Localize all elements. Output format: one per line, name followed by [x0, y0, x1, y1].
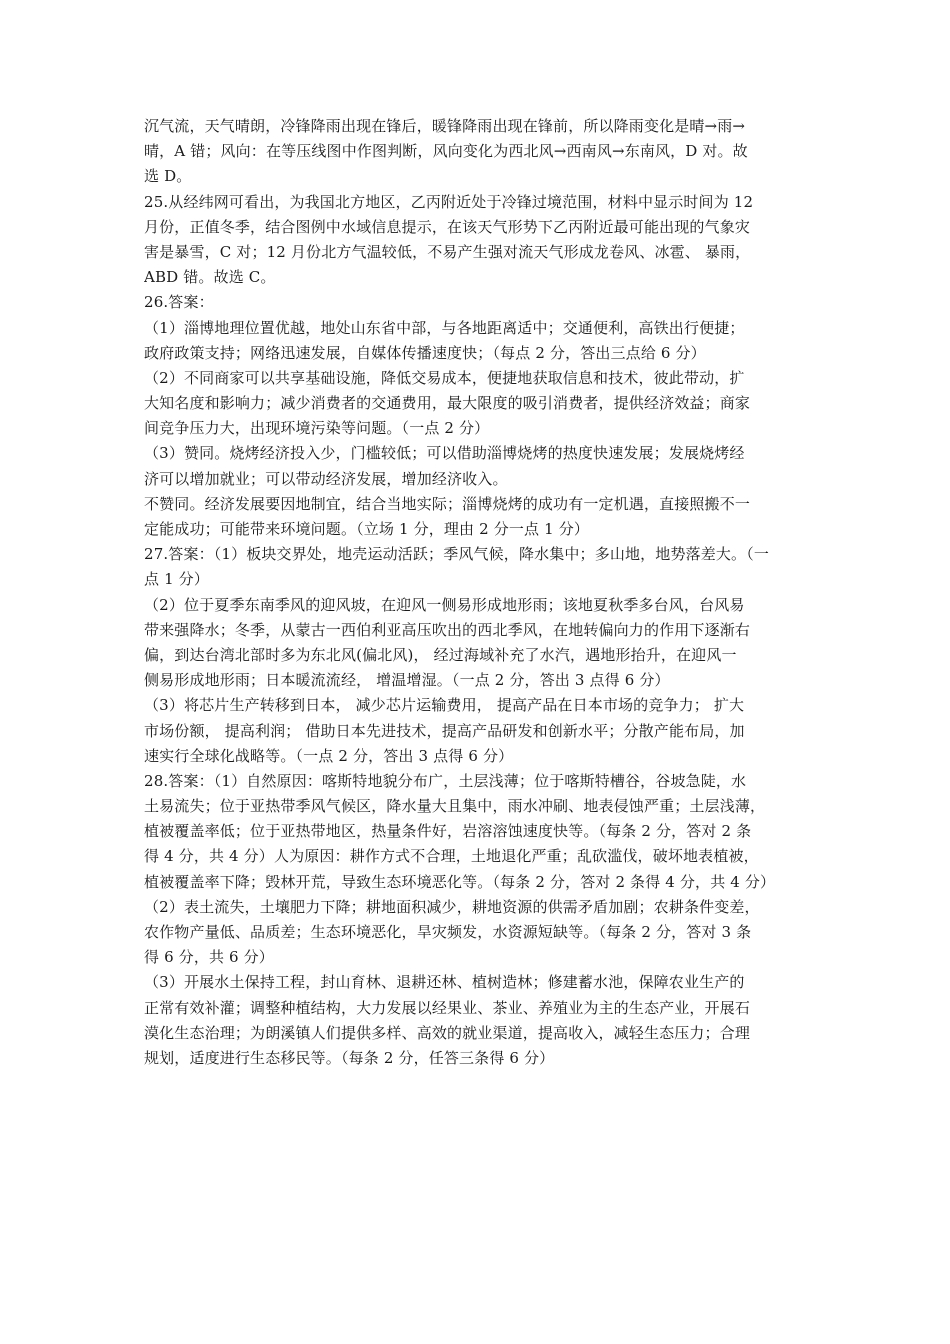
q28-start-line: 28.答案：（1）自然原因：喀斯特地貌分布广，土层浅薄；位于喀斯特槽谷，谷坡急陡，水 — [144, 771, 747, 790]
text-line: （3）赞同。烧烤经济投入少，门槛较低；可以借助淄博烧烤的热度快速发展；发展烧烤经 — [144, 444, 745, 463]
text-line: 政府政策支持；网络迅速发展，自媒体传播速度快；（每点 2 分，答出三点给 6 分） — [144, 343, 706, 362]
text-line: 选 D。 — [144, 167, 192, 186]
text-line: 间竞争压力大，出现环境污染等问题。（一点 2 分） — [144, 419, 490, 438]
text-line: 定能成功；可能带来环境问题。（立场 1 分，理由 2 分一点 1 分） — [144, 520, 589, 538]
text-line: 不赞同。经济发展要因地制宜，结合当地实际；淄博烧烤的成功有一定机遇，直接照搬不一 — [144, 494, 751, 513]
text-line: 植被覆盖率低；位于亚热带地区，热量条件好，岩溶溶蚀速度快等。（每条 2 分，答对 2 条 — [144, 822, 752, 841]
text-line: 沉气流，天气晴朗，冷锋降雨出现在锋后，暖锋降雨出现在锋前，所以降雨变化是晴→雨→ — [144, 117, 746, 135]
text-line: （3）将芯片生产转移到日本， 减少芯片运输费用， 提高产品在日本市场的竞争力； 扩大 — [144, 696, 745, 715]
text-line: （3）开展水土保持工程，封山育林、退耕还林、植树造林；修建蓄水池，保障农业生产的 — [144, 973, 745, 992]
answer-document — [144, 114, 810, 1071]
text-line: 带来强降水；冬季，从蒙古一西伯利亚高压吹出的西北季风，在地转偏向力的作用下逐渐右 — [144, 620, 751, 639]
q27-start-line: 27.答案：（1）板块交界处，地壳运动活跃；季风气候，降水集中；多山地，地势落差大。（一 — [144, 545, 770, 564]
text-line: 正常有效补灌；调整种植结构，大力发展以经果业、茶业、养殖业为主的生态产业，开展石 — [144, 998, 751, 1017]
text-line: （2）不同商家可以共享基础设施，降低交易成本，便捷地获取信息和技术，彼此带动，扩 — [144, 368, 745, 387]
text-line: 济可以增加就业；可以带动经济发展，增加经济收入。 — [144, 469, 508, 488]
text-line: （2）表土流失，土壤肥力下降；耕地面积减少，耕地资源的供需矛盾加剧；农耕条件变差， — [144, 897, 760, 916]
text-line: 农作物产量低、品质差；生态环境恶化，旱灾频发，水资源短缺等。（每条 2 分，答对 3 条 — [144, 923, 752, 941]
text-line: 得 4 分，共 4 分）人为原因：耕作方式不合理，土地退化严重；乱砍滥伐，破坏地表植被， — [144, 847, 759, 866]
text-line: 晴，A 错；风向：在等压线图中作图判断，风向变化为西北风→西南风→东南风，D 对。故 — [144, 142, 748, 161]
q26-heading: 26.答案： — [144, 293, 214, 312]
text-line: ABD 错。故选 C。 — [144, 268, 276, 287]
text-line: 规划，适度进行生态移民等。（每条 2 分，任答三条得 6 分） — [144, 1048, 555, 1067]
text-line: 速实行全球化战略等。（一点 2 分，答出 3 点得 6 分） — [144, 746, 514, 765]
text-line: 得 6 分，共 6 分） — [144, 948, 274, 967]
text-line: 点 1 分） — [144, 570, 209, 589]
text-line: 偏，到达台湾北部时多为东北风(偏北风)， 经过海域补充了水汽，遇地形抬升，在迎风一 — [144, 645, 737, 664]
text-line: 漠化生态治理；为朗溪镇人们提供多样、高效的就业渠道，提高收入，减轻生态压力；合理 — [144, 1023, 751, 1042]
text-line: 植被覆盖率下降；毁林开荒，导致生态环境恶化等。（每条 2 分，答对 2 条得 4 分，共 4 分） — [144, 872, 776, 891]
text-line: 大知名度和影响力；减少消费者的交通费用，最大限度的吸引消费者，提供经济效益；商家 — [144, 394, 751, 413]
text-line: 害是暴雪，C 对；12 月份北方气温较低，不易产生强对流天气形成龙卷风、冰雹、 暴雨， — [144, 242, 751, 261]
q25-start-line: 25.从经纬网可看出，为我国北方地区，乙丙附近处于冷锋过境范围，材料中显示时间为 12 — [144, 192, 754, 211]
text-line: 市场份额， 提高利润； 借助日本先进技术，提高产品研发和创新水平；分散产能布局，加 — [144, 721, 745, 740]
text-line: （2）位于夏季东南季风的迎风坡，在迎风一侧易形成地形雨；该地夏秋季多台风，台风易 — [144, 595, 745, 614]
text-line: 月份，正值冬季，结合图例中水域信息提示，在该天气形势下乙丙附近最可能出现的气象灾 — [144, 217, 751, 236]
text-line: 侧易形成地形雨；日本暖流流经， 增温增湿。（一点 2 分，答出 3 点得 6 分） — [144, 671, 670, 690]
text-line: （1）淄博地理位置优越，地处山东省中部，与各地距离适中；交通便利，高铁出行便捷； — [144, 318, 745, 337]
text-line: 土易流失；位于亚热带季风气候区，降水量大且集中，雨水冲刷、地表侵蚀严重；土层浅薄， — [144, 797, 766, 816]
